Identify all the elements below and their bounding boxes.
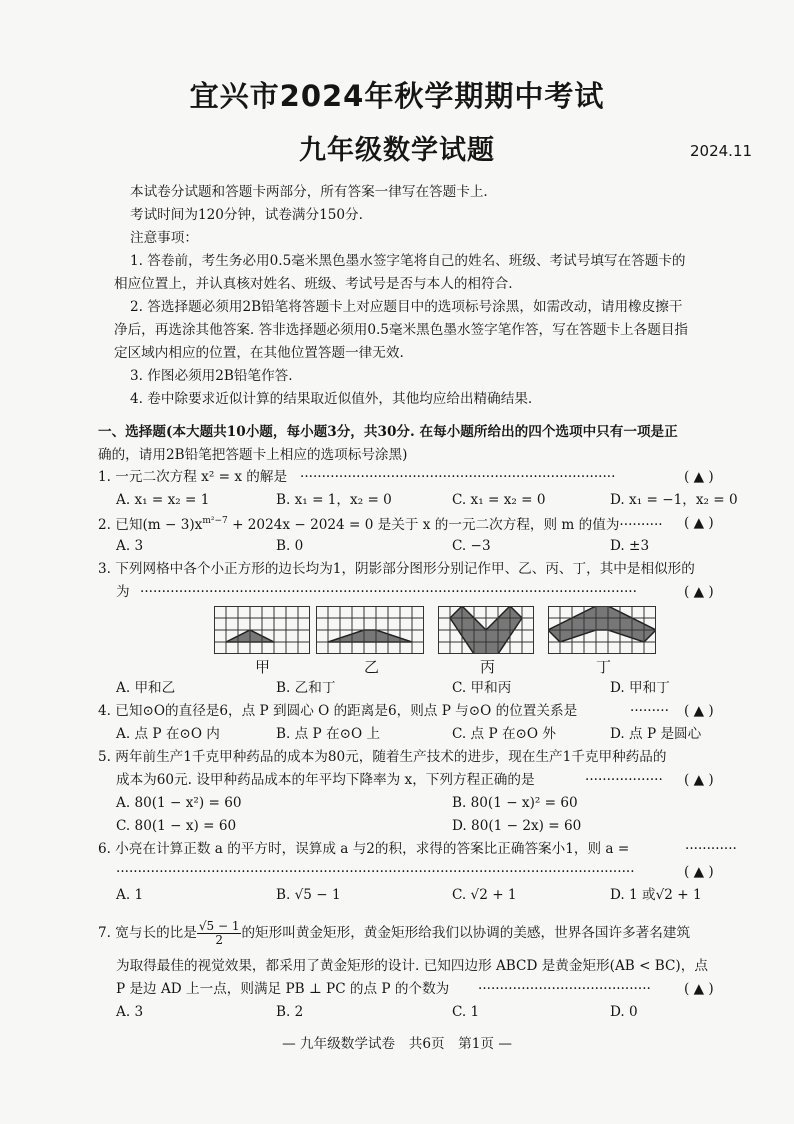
exam-date: 2024.11 (690, 142, 753, 160)
fraction-denominator: 2 (215, 933, 223, 948)
answer-mark: ( ▲ ) (684, 772, 714, 788)
figure-ding (548, 606, 656, 654)
leader-dots: ········································ (478, 983, 651, 997)
q3-option-b: B. 乙和丁 (276, 680, 336, 696)
q5-option-a: A. 80(1 − x²) = 60 (116, 795, 242, 811)
q2-exponent: m²−7 (202, 516, 228, 526)
q4-option-c: C. 点 P 在⊙O 外 (452, 726, 556, 742)
q2-option-b: B. 0 (276, 538, 304, 554)
answer-mark: ( ▲ ) (684, 864, 714, 880)
q7-stem-part: 的矩形叫黄金矩形，黄金矩形给我们以协调的美感，世界各国许多著名建筑 (241, 925, 691, 942)
page-footer: — 九年级数学试卷 共6页 第1页 — (282, 1036, 512, 1052)
q6-option-a: A. 1 (116, 887, 144, 903)
question-5-stem: 5. 两年前生产1千克甲种药品的成本为80元，随着生产技术的进步，现在生产1千克甲种药品的 (98, 749, 667, 765)
question-7-stem-cont: 为取得最佳的视觉效果，都采用了黄金矩形的设计. 已知四边形 ABCD 是黄金矩形(AB < BC)，点 (116, 958, 708, 974)
q7-option-a: A. 3 (116, 1004, 144, 1020)
answer-mark: ( ▲ ) (684, 981, 714, 997)
q2-option-c: C. −3 (452, 538, 491, 554)
q5-option-d: D. 80(1 − 2x) = 60 (452, 818, 582, 834)
question-6-stem: 6. 小亮在计算正数 a 的平方时，误算成 a 与2的积，求得的答案比正确答案小1，则 a = (98, 841, 630, 857)
q6-option-d: D. 1 或√2 + 1 (610, 887, 702, 903)
figure-label-yi: 乙 (364, 658, 380, 676)
leader-dots: ············ (685, 843, 737, 857)
question-1-stem: 1. 一元二次方程 x² = x 的解是 (98, 469, 288, 485)
question-5-stem-cont: 成本为60元. 设甲种药品成本的年平均下降率为 x，下列方程正确的是 (116, 772, 535, 788)
exam-title: 宜兴市2024年秋学期期中考试 (189, 79, 605, 113)
notice-heading: 注意事项： (130, 230, 198, 246)
instruction-line: 定区域内相应的位置，在其他位置答题一律无效. (114, 345, 404, 361)
question-4-stem: 4. 已知⊙O的直径是6，点 P 到圆心 O 的距离是6，则点 P 与⊙O 的位置关系是 (98, 703, 578, 719)
instruction-line: 相应位置上，并认真核对姓名、班级、考试号是否与本人的相符合. (114, 276, 513, 292)
instruction-line: 3. 作图必须用2B铅笔作答. (130, 368, 293, 384)
instruction-line: 净后，再选涂其他答案. 答非选择题必须用0.5毫米黑色墨水签字笔作答，写在答题卡上各题目指 (114, 322, 689, 338)
q6-option-c: C. √2 + 1 (452, 887, 517, 903)
q1-option-b: B. x₁ = 1，x₂ = 0 (276, 492, 392, 508)
q7-option-c: C. 1 (452, 1004, 480, 1020)
figure-label-bing: 丙 (480, 658, 496, 676)
q1-option-a: A. x₁ = x₂ = 1 (116, 492, 210, 508)
leader-dots: ········· (630, 705, 669, 719)
answer-mark: ( ▲ ) (684, 515, 714, 531)
leader-dots: ·················· (585, 774, 663, 788)
q5-option-b: B. 80(1 − x)² = 60 (452, 795, 578, 811)
q6-option-b: B. √5 − 1 (276, 887, 341, 903)
q2-option-a: A. 3 (116, 538, 144, 554)
instruction-line: 2. 答选择题必须用2B铅笔将答题卡上对应题目中的选项标号涂黑，如需改动，请用橡皮擦干 (130, 299, 683, 315)
q2-option-d: D. ±3 (610, 538, 650, 554)
leader-dots: ········································································· (300, 471, 616, 485)
answer-mark: ( ▲ ) (684, 584, 714, 600)
q4-option-a: A. 点 P 在⊙O 内 (116, 726, 220, 742)
question-3-stem-cont: 为 (116, 584, 130, 600)
section-heading: 一、选择题(本大题共10小题，每小题3分，共30分. 在每小题所给出的四个选项中只有一项是正 (98, 424, 678, 440)
q7-option-b: B. 2 (276, 1004, 304, 1020)
q4-option-b: B. 点 P 在⊙O 上 (276, 726, 381, 742)
instruction-line: 本试卷分试题和答题卡两部分，所有答案一律写在答题卡上. (130, 184, 488, 200)
figure-bing (438, 606, 534, 654)
q5-option-c: C. 80(1 − x) = 60 (116, 818, 237, 834)
q7-option-d: D. 0 (610, 1004, 638, 1020)
fraction-numerator: √5 − 1 (198, 919, 240, 933)
leader-dots: ··················································································································· (140, 586, 637, 600)
question-3-stem: 3. 下列网格中各个小正方形的边长均为1，阴影部分图形分别记作甲、乙、丙、丁，其中是相似形的 (98, 561, 695, 577)
exam-subtitle: 九年级数学试题 (299, 135, 495, 166)
figure-jia (214, 606, 310, 654)
q1-option-d: D. x₁ = −1，x₂ = 0 (610, 492, 738, 508)
q4-option-d: D. 点 P 是圆心 (610, 726, 702, 742)
section-heading-cont: 确的，请用2B铅笔把答题卡上相应的选项标号涂黑) (98, 447, 408, 463)
instruction-line: 4. 卷中除要求近似计算的结果取近似值外，其他均应给出精确结果. (130, 391, 533, 407)
answer-mark: ( ▲ ) (684, 703, 714, 719)
q3-option-c: C. 甲和丙 (452, 680, 512, 696)
question-7-stem (98, 920, 690, 947)
leader-dots: ························································································································ (116, 866, 635, 880)
answer-mark: ( ▲ ) (684, 469, 714, 485)
q7-stem-part: 7. 宽与长的比是 (98, 925, 197, 942)
q3-option-a: A. 甲和乙 (116, 680, 176, 696)
q1-option-c: C. x₁ = x₂ = 0 (452, 492, 546, 508)
q2-stem-part: 2. 已知(m − 3)x (98, 517, 203, 533)
instruction-line: 考试时间为120分钟，试卷满分150分. (130, 207, 363, 223)
figure-label-jia: 甲 (255, 658, 271, 676)
q2-stem-part: + 2024x − 2024 = 0 是关于 x 的一元二次方程，则 m 的值为 (227, 517, 620, 533)
question-2-stem (98, 517, 663, 533)
figure-yi (316, 606, 424, 654)
figure-label-ding: 丁 (596, 658, 612, 676)
instruction-line: 1. 答卷前，考生务必用0.5毫米黑色墨水签字笔将自己的姓名、班级、考试号填写在答题卡的 (130, 253, 686, 269)
golden-ratio-fraction (197, 920, 242, 947)
leader-dots: ·········· (619, 517, 663, 533)
question-7-stem-cont: P 是边 AD 上一点，则满足 PB ⊥ PC 的点 P 的个数为 (116, 981, 450, 997)
q3-option-d: D. 甲和丁 (610, 680, 670, 696)
